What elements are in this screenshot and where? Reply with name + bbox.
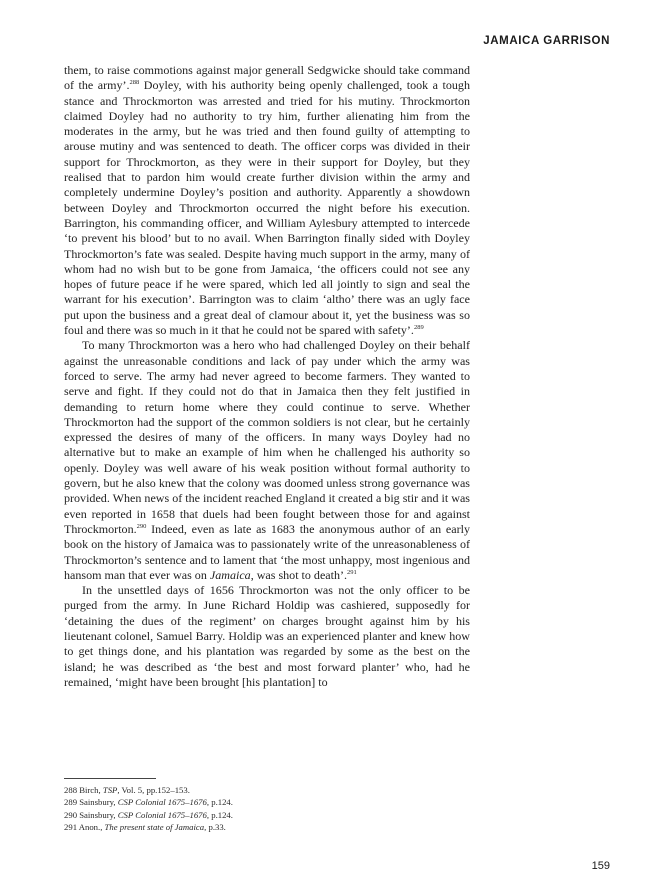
text-run: In the unsettled days of 1656 Throckmorton was not the only officer to be purged from the army. In June Richard Holdip was cashiered, supposedly for ‘detaining the dues of the regiment’ on charges brought against him by his lieutenant colonel, Samuel Barry. Holdip was an experienced planter and knew how to get things done, and his plantation was regarded by some as the best on the island; he was described as ‘the best and most forward planter’ who, had he remained, ‘might have been brought [his plantation] to <box>64 583 470 689</box>
footnote <box>64 784 470 796</box>
footnote <box>64 821 470 833</box>
text-run: 288 Birch, <box>64 785 103 795</box>
footnote <box>64 809 470 821</box>
footnotes <box>64 784 470 834</box>
paragraph <box>64 338 470 583</box>
text-run: , p.124. <box>206 809 233 820</box>
page-number: 159 <box>591 860 610 872</box>
text-run: Indeed, even as late as 1683 the anonymous author of an early book on the history of Jamaica was to passionately write of the unreasonableness of Throckmorton’s sentence and to lament that ‘the most unhappy, most ingenious and hansom man that ever was on <box>64 521 470 582</box>
footnote-ref: 290 <box>136 522 147 530</box>
footnote-ref: 288 <box>129 79 140 87</box>
footnote-ref: 289 <box>413 324 424 332</box>
text-run: them, to raise commotions against major generall Sedgwicke should take command of the army’. <box>64 63 470 93</box>
text-run: , p.124. <box>206 797 233 808</box>
footnote-ref: 291 <box>347 568 357 576</box>
body-text <box>64 63 470 690</box>
paragraph <box>64 63 470 338</box>
text-run: 291 Anon., <box>64 822 105 833</box>
footnote <box>64 796 470 808</box>
text-run: , was shot to death’. <box>250 567 348 582</box>
text-run: Doyley, with his authority being openly challenged, took a tough stance and Throckmorton was arrested and tried for his mutiny. Throckmorton claimed Doyley had no authority to try him, further alienating him from the moderates in the army, but he was tried and then found guilty of attempting to arouse mutiny and was sentenced to death. The officer corps was divided in their support for Throckmorton, as they were in their support for Doyley, but they realised that to pardon him would create further division within the army and completely undermine Doyley’s position and authority. Apparently a showdown between Doyley and Throckmorton occurred the night before his execution. Barrington, his commanding officer, and William Aylesbury attempted to intercede ‘to prevent his blood’ but to no avail. When Barrington finally sided with Doyley Throckmorton’s fate was sealed. Despite having much support in the army, many of whom had no wish but to be gone from Jamaica, ‘the officers could not see any hopes of future peace if he were spared, which led all jointly to sign and seal the warrant for his execution’. Barrington was to claim ‘altho’ there was an ugly face put upon the business and a great deal of clamour about it, yet the business was so foul and there was so much in it that he could not be spared with safety’. <box>64 78 470 338</box>
text-run: , p.33. <box>204 822 226 833</box>
footnote-rule <box>64 778 156 779</box>
italic-text: Jamaica <box>209 567 251 582</box>
text-run: 290 Sainsbury, <box>64 809 118 820</box>
running-head: JAMAICA GARRISON <box>483 35 610 47</box>
italic-text: CSP Colonial 1675–1676 <box>117 809 207 820</box>
text-run: , Vol. 5, pp.152–153. <box>117 785 190 795</box>
italic-text: TSP <box>102 785 118 795</box>
italic-text: The present state of Jamaica <box>104 822 205 833</box>
text-run: To many Throckmorton was a hero who had challenged Doyley on their behalf against the unreasonable conditions and lack of pay under which the army was forced to serve. The army had never agreed to become farmers. They wanted to serve and fight. If they could not do that in Jamaica then they felt justified in demanding to return home where they could continue to serve. Whether Throckmorton had the support of the common soldiers is not clear, but he certainly expressed the desires of many of the officers. In many ways Doyley had no alternative but to make an example of him when he challenged his authority so openly. Doyley was well aware of his weak position without formal authority to govern, but he also knew that the colony was doomed unless strong governance was provided. When news of the incident reached England it created a big stir and it was even reported in 1658 that duels had been fought between those for and against Throckmorton. <box>64 338 470 536</box>
paragraph <box>64 583 470 690</box>
text-run: 289 Sainsbury, <box>64 797 118 808</box>
italic-text: CSP Colonial 1675–1676 <box>117 797 207 808</box>
